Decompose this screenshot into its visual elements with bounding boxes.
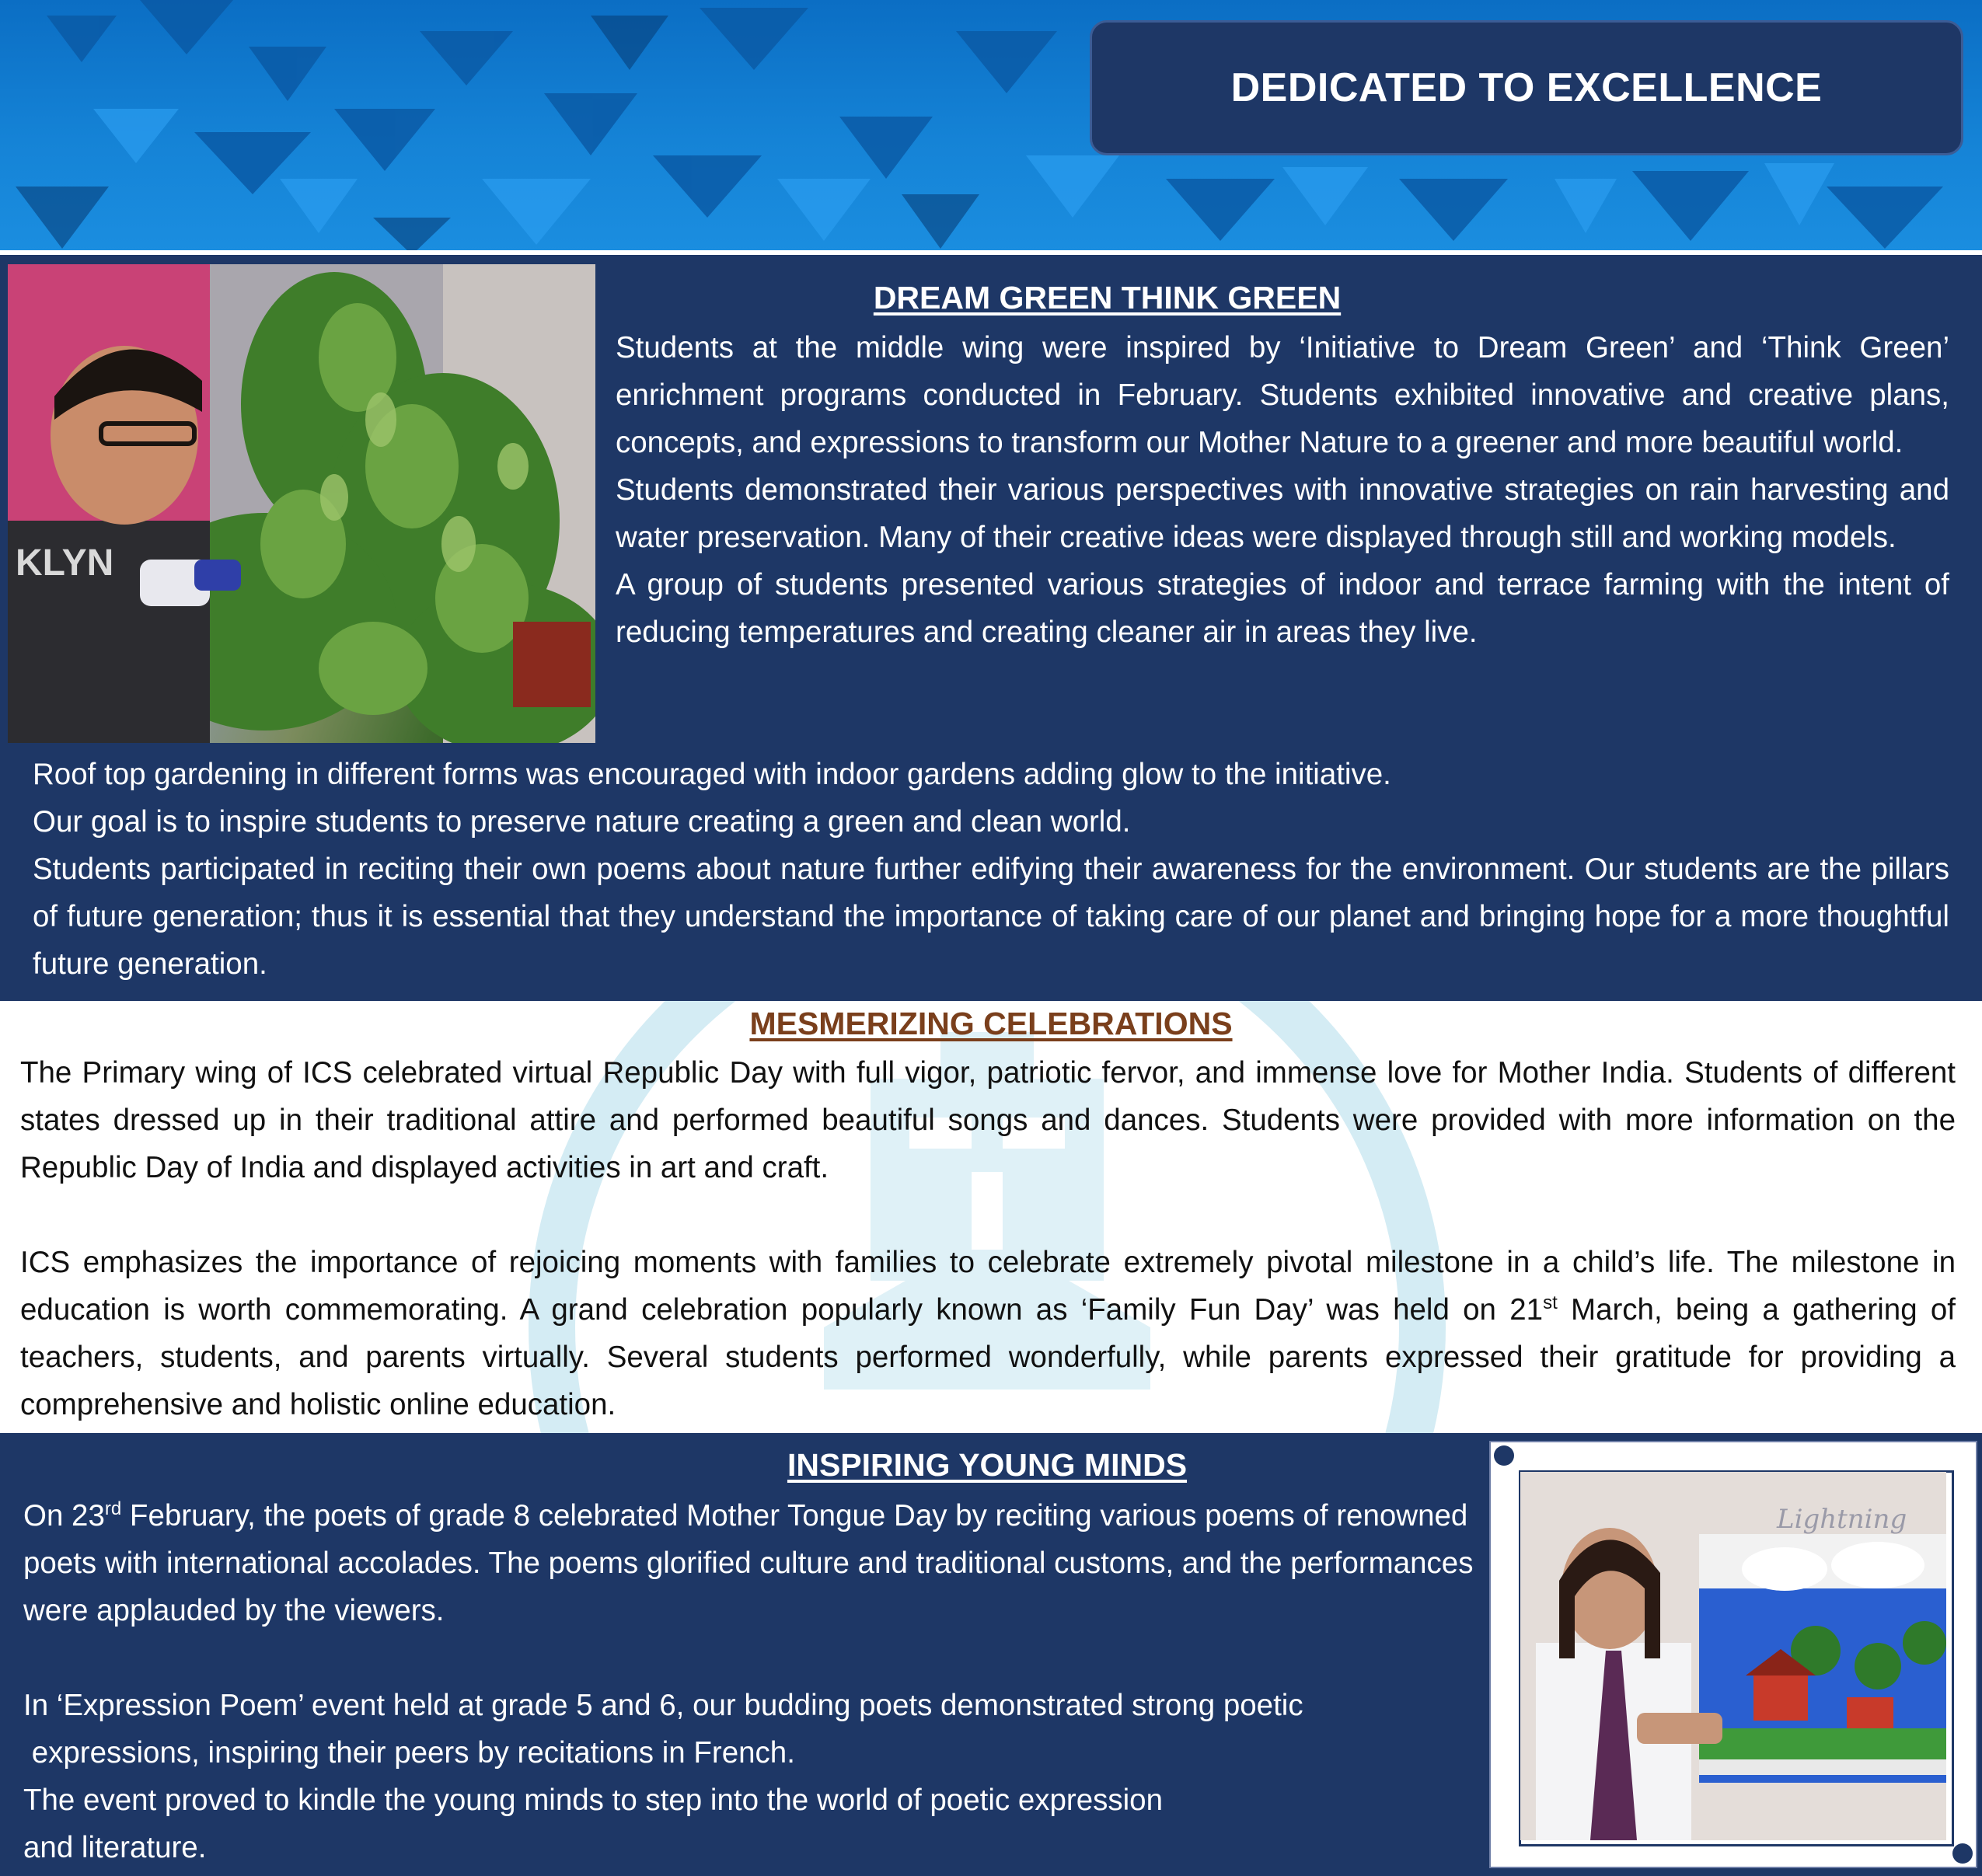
dream-green-paragraph: Students at the middle wing were inspired by ‘Initiative to Dream Green’ and ‘Think Green’ enrichment programs conducted in February. Students exhibited innovative and creative plans, concepts, and expressions to transform our Mother Nature to a greener and more beautiful world.: [616, 331, 1949, 459]
dream-green-text-beside-photo: [616, 324, 1949, 656]
young-minds-text: [23, 1492, 1500, 1871]
young-minds-line: expressions, inspiring their peers by recitations in French.: [23, 1736, 795, 1770]
frame-corner-dot: [1494, 1445, 1514, 1466]
svg-text:KLYN: KLYN: [16, 542, 114, 584]
young-minds-line: and literature.: [23, 1831, 207, 1864]
ordinal-suffix: rd: [104, 1498, 122, 1520]
student-spraying-plants-photo: [8, 264, 595, 743]
celebrations-paragraph: [20, 1239, 1956, 1428]
young-minds-line: In ‘Expression Poem’ event held at grade 5 and 6, our budding poets demonstrated strong poetic: [23, 1689, 1303, 1722]
young-minds-line: The event proved to kindle the young minds to step into the world of poetic expression: [23, 1784, 1164, 1817]
celebrations-section: [0, 1001, 1982, 1433]
dream-green-text-full-width: [33, 751, 1949, 988]
ordinal-suffix: st: [1543, 1292, 1558, 1314]
frame-corner-dot: [1952, 1843, 1973, 1864]
dream-green-paragraph: Roof top gardening in different forms was encouraged with indoor gardens adding glow to the initiative.: [33, 758, 1391, 791]
header-title-box: [1090, 20, 1963, 155]
header-title: DEDICATED TO EXCELLENCE: [1230, 65, 1823, 110]
celebrations-paragraph-part: ICS emphasizes the importance of rejoicing moments with families to celebrate extremely pivotal milestone in a child’s life. The milestone in education is worth commemorating. A grand celebration popularly known as ‘Family Fun Day’ was held on 21: [20, 1246, 1956, 1327]
dream-green-paragraph: Our goal is to inspire students to preserve nature creating a green and clean world.: [33, 805, 1131, 839]
celebrations-paragraph: The Primary wing of ICS celebrated virtual Republic Day with full vigor, patriotic fervor, and immense love for Mother India. Students of different states dressed up in their traditional attire and performed beautiful songs and dances. Students were provided with more information on the Republic Day of India and displayed activities in art and craft.: [20, 1056, 1956, 1184]
student-with-weather-model-photo: [1520, 1472, 1946, 1840]
young-minds-paragraph: [23, 1492, 1500, 1634]
dream-green-paragraph: Students participated in reciting their own poems about nature further edifying their awareness for the environment. Our students are the pillars of future generation; thus it is essential that they understand the importance of taking care of our planet and bringing hope for a more thoughtful future generation.: [33, 853, 1949, 981]
celebrations-paragraph-part: March, being a gathering of teachers, students, and parents virtually. Several students performed wonderfully, while parents expressed their gratitude for providing a comprehensive and holistic online education.: [20, 1293, 1956, 1421]
celebrations-title: MESMERIZING CELEBRATIONS: [749, 1006, 1233, 1041]
young-minds-paragraph-part: February, the poets of grade 8 celebrated Mother Tongue Day by reciting various poems of renowned poets with international accolades. The poems glorified culture and traditional customs, and the performances were applauded by the viewers.: [23, 1499, 1474, 1627]
header-banner: [0, 0, 1982, 255]
model-label: Lightning: [1777, 1504, 1907, 1535]
young-minds-title: INSPIRING YOUNG MINDS: [787, 1447, 1188, 1483]
dream-green-paragraph: A group of students presented various strategies of indoor and terrace farming with the intent of reducing temperatures and creating cleaner air in areas they live.: [616, 568, 1949, 649]
celebrations-text: [20, 1049, 1956, 1428]
photo-frame: [1489, 1441, 1977, 1868]
young-minds-paragraph-part: On 23: [23, 1499, 105, 1533]
dream-green-title: DREAM GREEN THINK GREEN: [873, 280, 1342, 316]
young-minds-section: [0, 1433, 1982, 1876]
dream-green-section: [0, 255, 1982, 1001]
dream-green-paragraph: Students demonstrated their various perspectives with innovative strategies on rain harvesting and water preservation. Many of their creative ideas were displayed through still and working models.: [616, 473, 1949, 554]
